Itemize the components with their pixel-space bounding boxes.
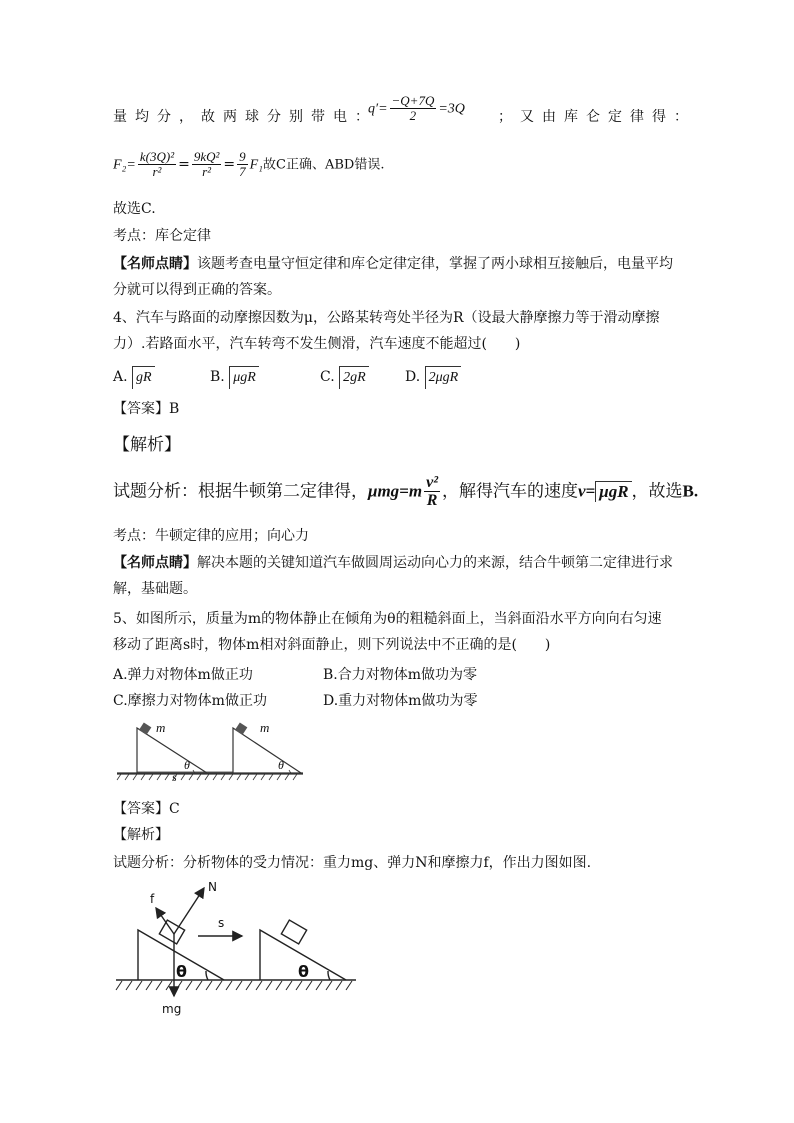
q4-option-c xyxy=(320,366,369,389)
den: 7 xyxy=(239,164,246,179)
mingshi-tag: 【名师点睛】 xyxy=(113,555,197,571)
num: 9kQ² xyxy=(193,149,220,164)
q-lhs: q′= xyxy=(368,101,388,117)
fig1-s-label: s xyxy=(172,770,177,784)
kaodian-1: 考点：库仑定律 xyxy=(113,228,211,244)
fig1-theta-right: θ xyxy=(278,758,284,772)
sqrt-value: 2μgR xyxy=(425,366,462,389)
q5-analysis: 试题分析：分析物体的受力情况：重力mg、弹力N和摩擦力f，作出力图如图. xyxy=(113,855,592,871)
choose-c: 故选C. xyxy=(113,201,156,217)
q4-jiexi: 【解析】 xyxy=(113,435,181,455)
text: 量均分，故两球分别带电： xyxy=(113,109,377,125)
den: r² xyxy=(202,164,212,179)
q-rhs: =3Q xyxy=(438,101,465,117)
line-coulomb-tail xyxy=(498,106,696,128)
incline-figure xyxy=(115,716,305,784)
mingshi-tag: 【名师点睛】 xyxy=(113,256,197,272)
fig2-s-label: s xyxy=(218,916,225,930)
frac-2 xyxy=(192,150,222,179)
q4-mingshi-b: 解，基础题。 xyxy=(113,581,197,597)
selected: B. xyxy=(682,481,699,501)
eq-lhs: μmg=m xyxy=(368,481,423,501)
q4-option-d xyxy=(405,366,461,389)
q-fraction xyxy=(390,94,437,123)
q5-option-c: C.摩擦力对物体m做正功 xyxy=(113,693,267,709)
q4-mingshi-a xyxy=(113,552,673,574)
q5-jiexi: 【解析】 xyxy=(113,827,169,843)
eq: = xyxy=(223,156,236,173)
text: 解决本题的关键知道汽车做圆周运动向心力的来源，结合牛顿第二定律进行求 xyxy=(197,555,673,571)
line-charge-split xyxy=(113,106,377,128)
q5-line1: 5、如图所示，质量为m的物体静止在倾角为θ的粗糙斜面上，当斜面沿水平方向向右匀速 xyxy=(113,611,662,627)
text: ，故选 xyxy=(631,481,683,502)
force-formula xyxy=(113,150,385,179)
fig1-m-left: m xyxy=(156,720,166,735)
q4-line1: 4、汽车与路面的动摩擦因数为μ，公路某转弯处半径为R（设最大静摩擦力等于滑动摩擦 xyxy=(113,310,660,326)
frac-3 xyxy=(237,150,248,179)
q4-line2: 力）.若路面水平，汽车转弯不发生侧滑，汽车速度不能超过( ) xyxy=(113,336,521,352)
v2-fraction xyxy=(424,474,440,509)
label: C. xyxy=(320,369,335,385)
den: r² xyxy=(152,164,162,179)
sqrt-value: 2gR xyxy=(339,366,369,389)
q5-option-d: D.重力对物体m做功为零 xyxy=(323,693,478,709)
charge-formula xyxy=(368,94,465,123)
fig2-theta-right: θ xyxy=(298,962,309,981)
fig2-f-label: f xyxy=(150,892,155,906)
fig2-theta-left: θ xyxy=(176,962,187,981)
den: R xyxy=(426,492,438,509)
q4-analysis xyxy=(113,474,698,509)
label: D. xyxy=(405,369,421,385)
q5-option-a: A.弹力对物体m做正功 xyxy=(113,667,253,683)
q4-option-b xyxy=(210,366,259,389)
mingshi-1b: 分就可以得到正确的答案。 xyxy=(113,282,281,298)
eq: = xyxy=(178,156,190,173)
q-den: 2 xyxy=(409,108,417,123)
q4-answer: 【答案】B xyxy=(113,401,180,417)
v-lhs: v= xyxy=(578,481,596,501)
text: 该题考查电量守恒定律和库仑定律定律，掌握了两小球相互接触后，电量平均 xyxy=(197,256,673,272)
fig2-n-label: N xyxy=(208,880,217,894)
q5-option-b: B.合力对物体m做功为零 xyxy=(323,667,478,683)
label: B. xyxy=(210,369,225,385)
q5-answer: 【答案】C xyxy=(113,801,180,817)
f-lhs: F₂= xyxy=(113,157,136,173)
mingshi-1a xyxy=(113,253,673,275)
fig1-theta-left: θ xyxy=(184,758,190,772)
q4-kaodian: 考点：牛顿定律的应用；向心力 xyxy=(113,528,309,544)
sqrt-value: μgR xyxy=(229,366,259,389)
frac-1 xyxy=(138,150,176,179)
text: ；又由库仑定律得： xyxy=(498,109,696,125)
num: k(3Q)² xyxy=(139,149,175,164)
text: 试题分析：根据牛顿第二定律得， xyxy=(113,481,368,502)
num: v² xyxy=(426,474,438,491)
fig2-mg-label: mg xyxy=(162,1002,182,1016)
num: 9 xyxy=(239,149,246,164)
fig1-m-right: m xyxy=(260,720,270,735)
q5-line2: 移动了距离s时，物体m相对斜面静止，则下列说法中不正确的是( ) xyxy=(113,637,551,653)
f-end: F₁ xyxy=(249,157,264,173)
label: A. xyxy=(113,369,128,385)
q4-option-a xyxy=(113,366,155,389)
text: ，解得汽车的速度 xyxy=(442,481,578,502)
v-sqrt: μgR xyxy=(595,481,631,502)
q-num: −Q+7Q xyxy=(391,93,435,108)
conclusion: 故C正确、ABD错误. xyxy=(263,157,385,173)
sqrt-value: gR xyxy=(132,366,155,389)
